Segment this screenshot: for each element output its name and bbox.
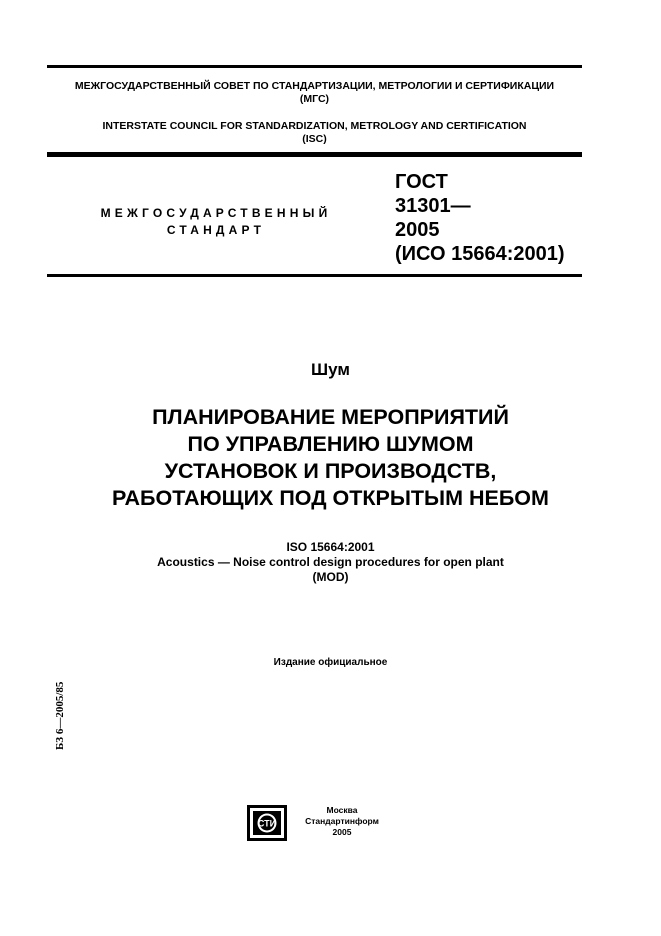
iso-number: ISO 15664:2001 (286, 540, 375, 554)
council-name-ru-line1: МЕЖГОСУДАРСТВЕННЫЙ СОВЕТ ПО СТАНДАРТИЗАЦИИ, МЕТРОЛОГИИ И СЕРТИФИКАЦИИ (74, 80, 555, 92)
gost-designation (395, 170, 565, 266)
logo-text: СТИ (257, 818, 277, 829)
publisher-year: 2005 (332, 827, 352, 837)
title-line: РАБОТАЮЩИХ ПОД ОТКРЫТЫМ НЕБОМ (112, 486, 549, 510)
gost-number: 31301— (395, 195, 471, 217)
council-name-en-line1: INTERSTATE COUNCIL FOR STANDARDIZATION, METROLOGY AND CERTIFICATION (102, 120, 527, 132)
council-name-en (47, 120, 582, 146)
title-line: УСТАНОВОК И ПРОИЗВОДСТВ, (164, 459, 497, 483)
edition-note: Издание официальное (273, 657, 388, 668)
title-line: ПО УПРАВЛЕНИЮ ШУМОМ (187, 432, 474, 456)
middle-rule (47, 152, 582, 157)
document-title (47, 404, 614, 512)
gost-iso-reference: (ИСО 15664:2001) (395, 243, 565, 265)
standard-type-label (78, 205, 354, 239)
top-rule (47, 65, 582, 68)
bottom-rule (47, 274, 582, 277)
council-name-ru (47, 80, 582, 106)
gost-year: 2005 (395, 219, 440, 241)
title-line: ПЛАНИРОВАНИЕ МЕРОПРИЯТИЙ (152, 405, 509, 429)
gost-prefix: ГОСТ (395, 171, 448, 193)
iso-modification: (MOD) (312, 570, 349, 584)
subject-heading: Шум (311, 360, 350, 379)
council-abbr-en: (ISC) (302, 133, 327, 145)
publisher-name: Стандартинформ (305, 816, 379, 826)
standard-type-line2: СТАНДАРТ (166, 223, 266, 237)
iso-english-title: Acoustics — Noise control design procedures for open plant (157, 555, 504, 569)
iso-reference-block (47, 540, 614, 585)
side-catalog-code: БЗ 6—2005/85 (54, 681, 66, 750)
council-abbr-ru: (МГС) (299, 93, 330, 105)
publisher-info (297, 805, 387, 838)
standard-type-line1: МЕЖГОСУДАРСТВЕННЫЙ (100, 206, 332, 220)
standartinform-logo-icon (247, 805, 287, 841)
publisher-city: Москва (326, 805, 358, 815)
